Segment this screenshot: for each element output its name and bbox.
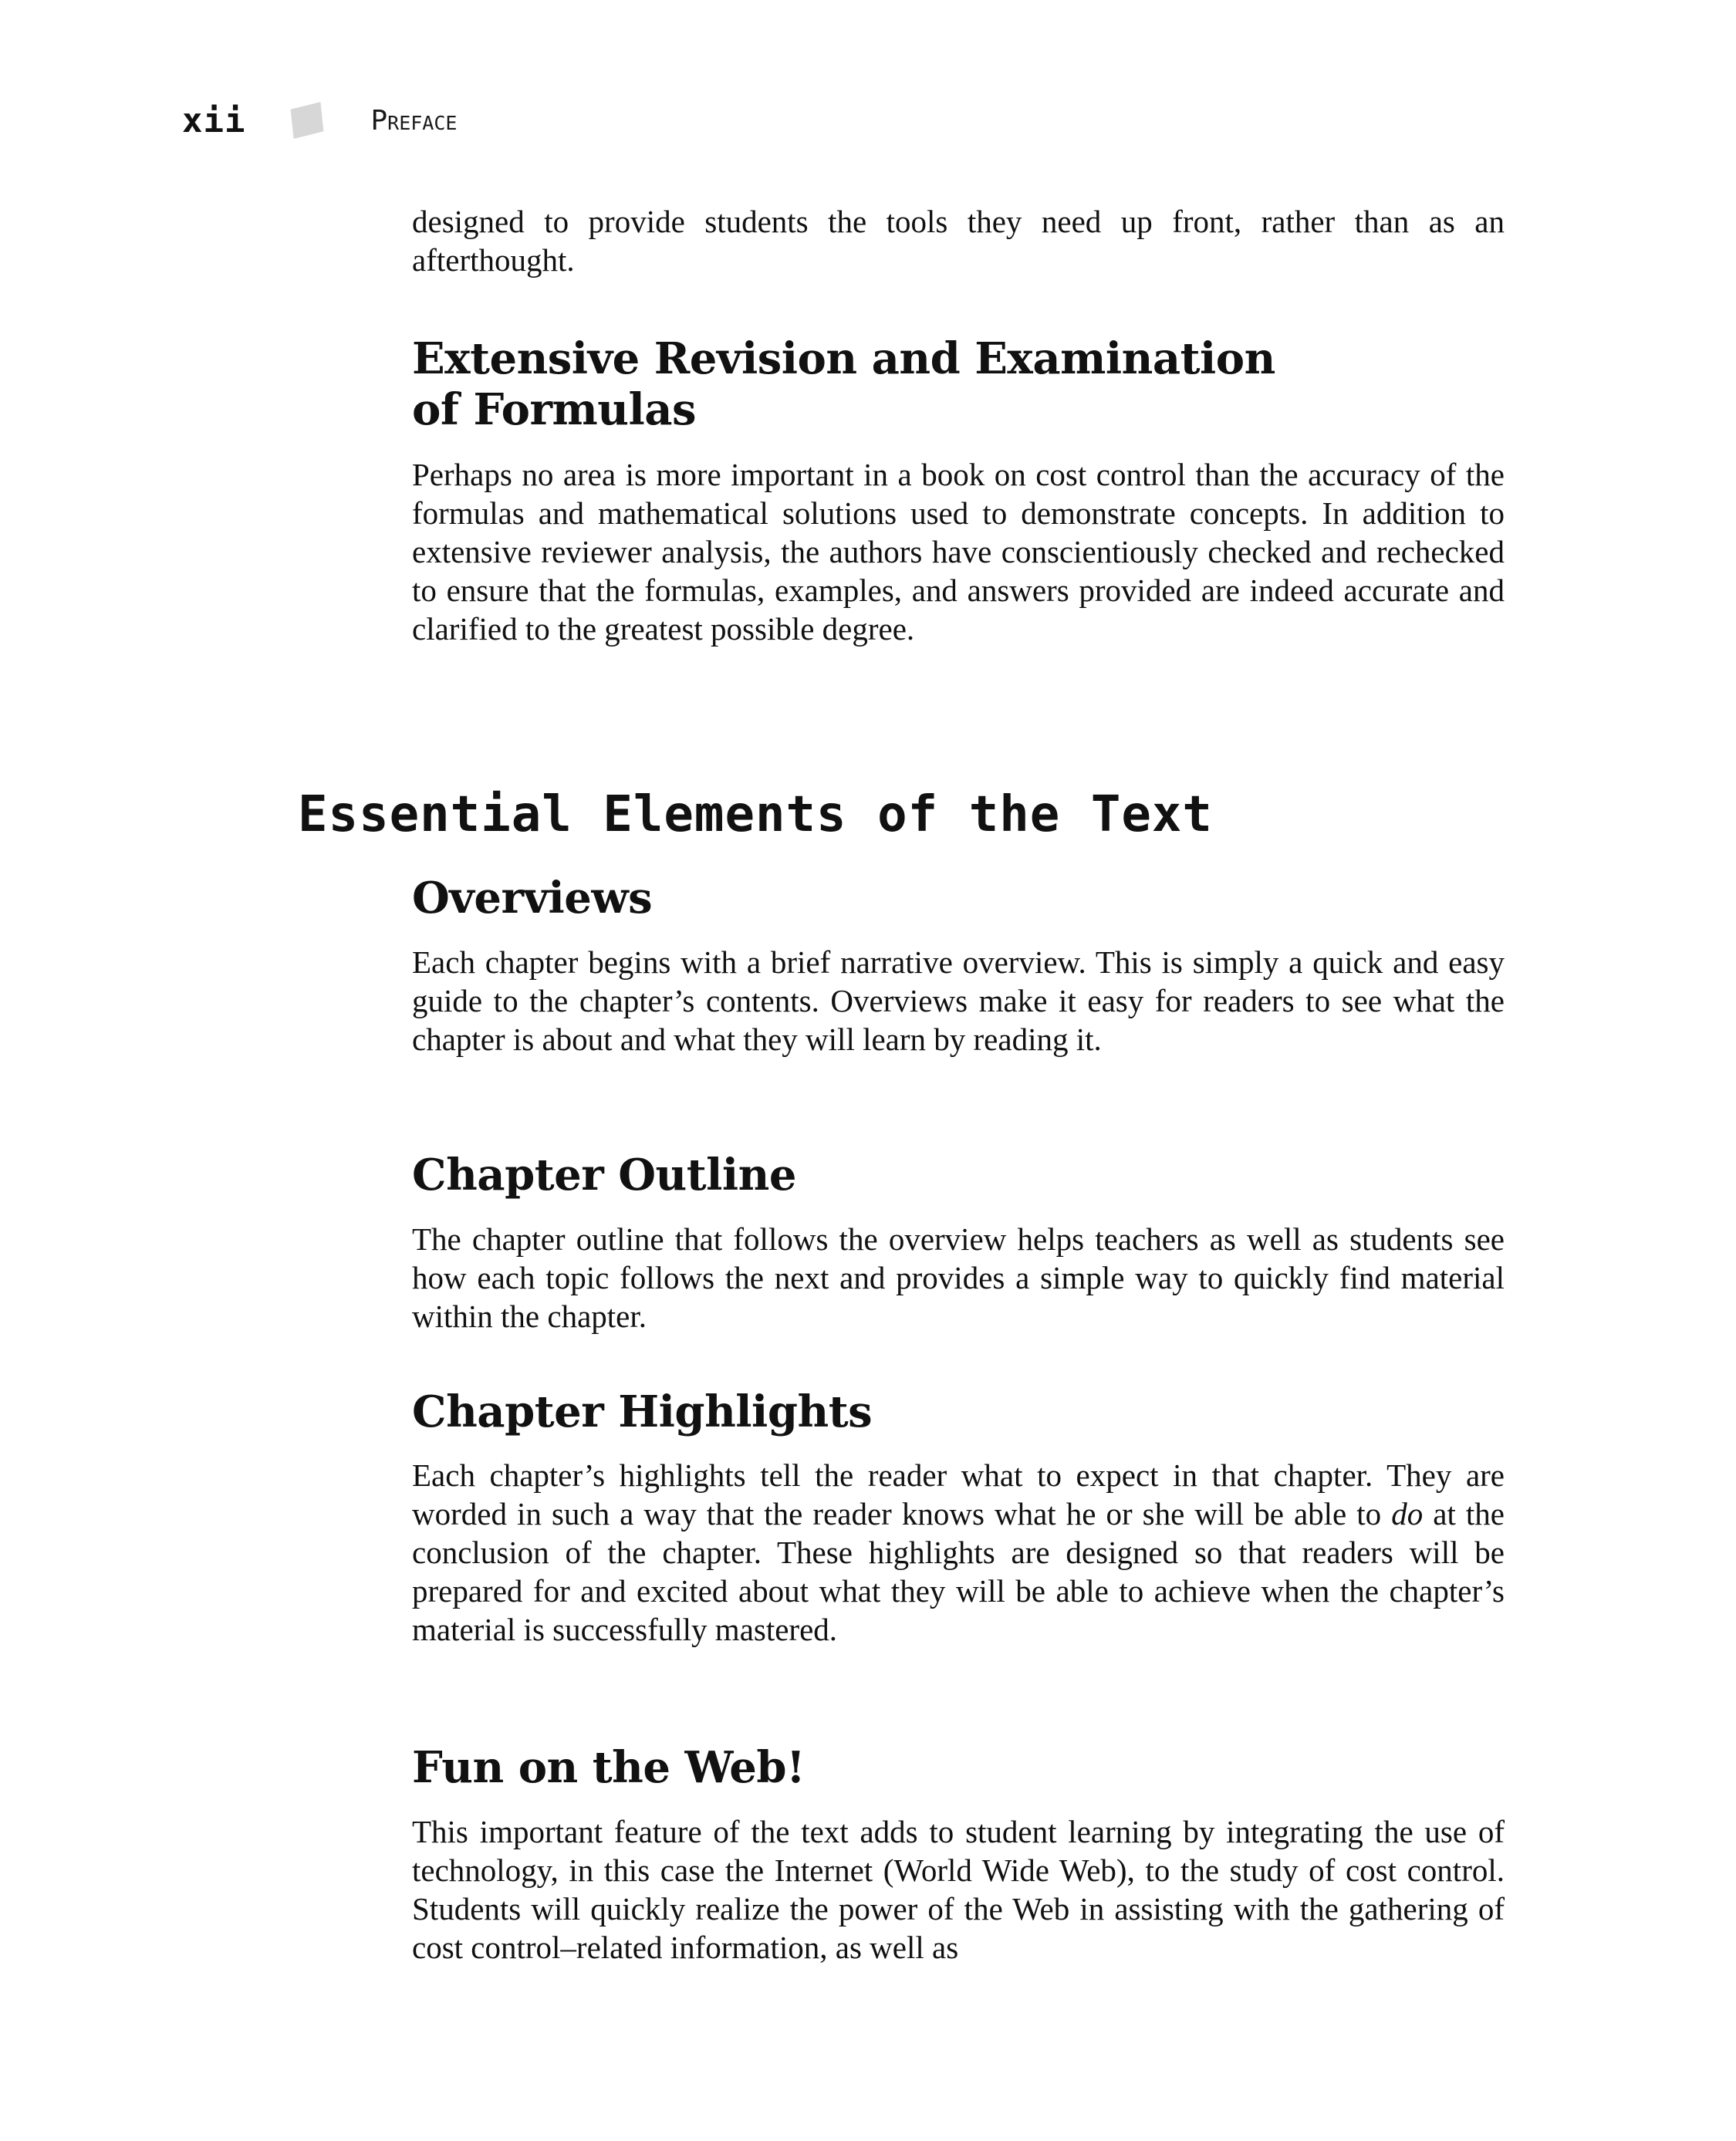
revision-paragraph: Perhaps no area is more important in a book on cost control than the accuracy of the formulas and mathematical solutions used to demonstrate concepts. In addition to extensive reviewer analysis, the authors have conscientiously checked and rechecked to ensure that the formulas, examples, and answers provided are indeed accurate and clarified to the greatest possible degree. (412, 457, 1505, 647)
revision-heading-line2: of Formulas (412, 384, 697, 435)
chapter-highlights-paragraph (412, 1456, 1505, 1649)
fun-on-the-web-heading: Fun on the Web! (412, 1742, 806, 1793)
essential-elements-heading: Essential Elements of the Text (298, 786, 1213, 843)
chapter-highlights-heading: Chapter Highlights (412, 1386, 873, 1437)
chapter-outline-paragraph: The chapter outline that follows the overview helps teachers as well as students see how each topic follows the next and provides a simple way to quickly find material within the chapter. (412, 1221, 1505, 1334)
running-head (182, 97, 457, 144)
intro-paragraph: designed to provide students the tools they need up front, rather than as an afterthought. (412, 204, 1505, 278)
running-head-ornament-icon (291, 102, 324, 139)
highlights-text-end: at the conclusion of the chapter. These highlights are designed so that readers will be prepared for and excited about what they will be able to achieve when the chapter’s material is successfully mastered. (412, 1496, 1505, 1647)
highlights-text-start: Each chapter’s highlights tell the reader what to expect in that chapter. They are worded in such a way that the reader knows what he or she will be able to (412, 1457, 1505, 1531)
fun-on-the-web-paragraph: This important feature of the text adds to student learning by integrating the use of technology, in this case the Internet (World Wide Web), to the study of cost control. Students will quickly realize the power of the Web in assisting with the gathering of cost control–related information, as well as (412, 1814, 1505, 1965)
running-head-title: Preface (370, 104, 458, 137)
overviews-paragraph: Each chapter begins with a brief narrative overview. This is simply a quick and easy guide to the chapter’s contents. Overviews make it easy for readers to see what the chapter is about and what they will learn by reading it. (412, 944, 1505, 1057)
revision-heading (412, 333, 1275, 435)
revision-heading-line1: Extensive Revision and Examination (412, 333, 1275, 384)
page-number: xii (182, 100, 246, 140)
chapter-outline-heading: Chapter Outline (412, 1150, 796, 1201)
highlights-emphasis: do (1391, 1496, 1424, 1531)
overviews-heading: Overviews (412, 873, 653, 924)
